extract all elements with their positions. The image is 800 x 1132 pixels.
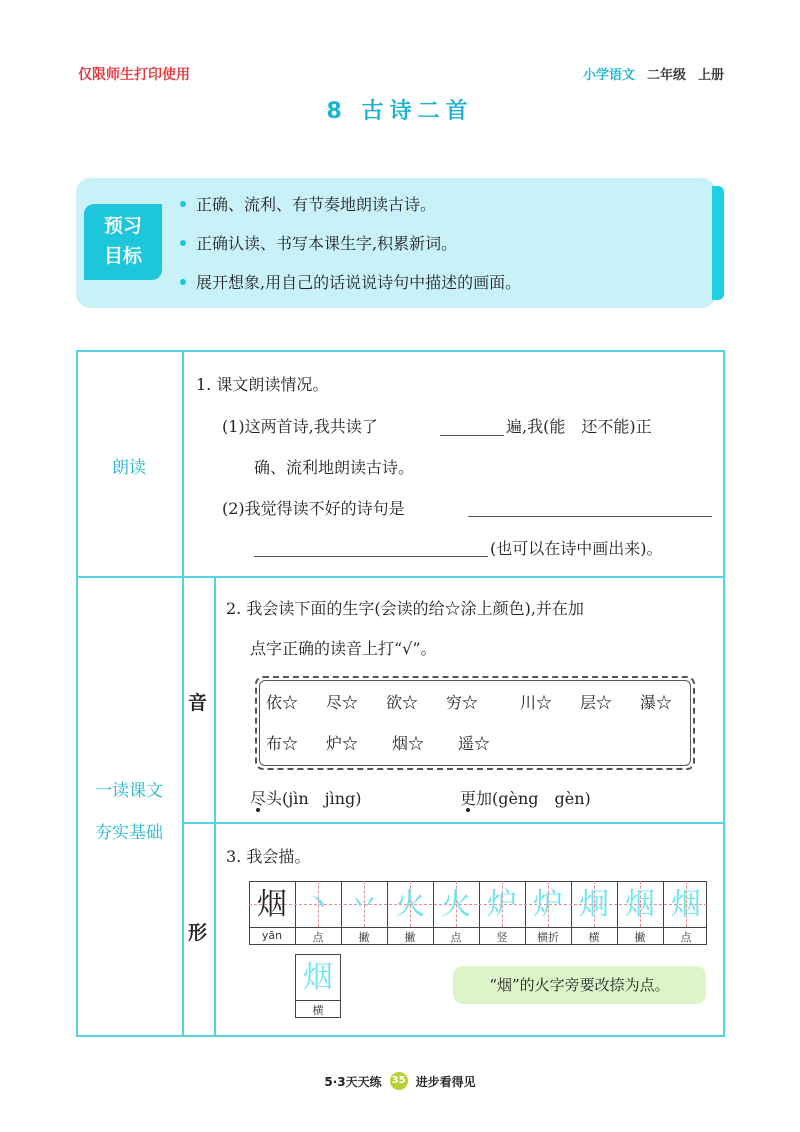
bullet-icon xyxy=(180,279,186,285)
char-item[interactable]: 尽☆ xyxy=(326,693,359,712)
char-item[interactable]: 欲☆ xyxy=(386,693,419,712)
char-item[interactable]: 依☆ xyxy=(266,693,299,712)
tracing-grid-row-divider xyxy=(249,927,707,928)
trace-stroke-name: 横 xyxy=(588,931,600,944)
footer-brand: 5·3天天练 xyxy=(324,1074,382,1089)
char-item[interactable]: 层☆ xyxy=(580,693,613,712)
q1-part1-b: 遍,我(能 还不能)正 xyxy=(506,417,652,436)
q1-part2-a: (2)我觉得读不好的诗句是 xyxy=(222,499,405,518)
char-item[interactable]: 川☆ xyxy=(520,693,553,712)
trace-stroke-name: 点 xyxy=(680,931,692,944)
goals-label-line2: 目标 xyxy=(103,245,142,267)
q2-line1: 2. 我会读下面的生字(会读的给☆涂上颜色),并在加 xyxy=(226,599,584,618)
char-item[interactable]: 布☆ xyxy=(266,734,299,753)
char-item[interactable]: 烟☆ xyxy=(392,734,425,753)
trace-stroke-name: 撇 xyxy=(358,931,370,944)
print-notice: 仅限师生打印使用 xyxy=(78,67,190,83)
trace-stroke-name: 撇 xyxy=(404,931,416,944)
page-number: 35 xyxy=(390,1072,408,1090)
table-row-divider xyxy=(76,576,725,578)
book-info xyxy=(583,64,724,83)
trace-char[interactable]: 丷 xyxy=(349,887,379,922)
goals-edge-decoration xyxy=(712,186,724,300)
table-subcol-divider xyxy=(214,576,216,1037)
answer-blank[interactable] xyxy=(254,556,488,557)
goal-item xyxy=(180,231,457,254)
trace-stroke-name: 横折 xyxy=(537,931,559,944)
q1-title: 1. 课文朗读情况。 xyxy=(196,375,329,394)
trace-char[interactable]: 烟 xyxy=(303,960,333,995)
char-item[interactable]: 穷☆ xyxy=(446,693,479,712)
trace-char: 烟 xyxy=(257,887,287,922)
emphasis-dot-icon xyxy=(466,808,470,812)
emphasis-dot-icon xyxy=(256,808,260,812)
trace-stroke-name: 撇 xyxy=(634,931,646,944)
q1-part2-b: (也可以在诗中画出来)。 xyxy=(490,539,663,558)
trace-char[interactable]: 炉 xyxy=(533,887,563,922)
q2-line2: 点字正确的读音上打“√”。 xyxy=(250,639,437,658)
trace-char[interactable]: 火 xyxy=(441,887,471,922)
section-label-reading: 朗读 xyxy=(112,458,146,478)
goal-text: 正确、流利、有节奏地朗读古诗。 xyxy=(196,195,437,214)
subject-label: 小学语文 xyxy=(582,68,635,83)
goals-label-line1: 预习 xyxy=(103,215,142,237)
trace-stroke-name: 点 xyxy=(450,931,462,944)
table-border-right xyxy=(723,350,725,1037)
sound-label: 音 xyxy=(188,692,208,714)
bullet-icon xyxy=(180,201,186,207)
writing-tip: “烟”的火字旁要改捺为点。 xyxy=(453,966,706,1004)
char-item[interactable]: 瀑☆ xyxy=(640,693,673,712)
grade-label: 二年级 xyxy=(646,68,686,83)
trace-char[interactable]: 丶 xyxy=(303,887,333,922)
answer-blank[interactable] xyxy=(440,435,504,436)
trace-stroke-name: 横 xyxy=(312,1004,324,1017)
goal-text: 展开想象,用自己的话说说诗句中描述的画面。 xyxy=(196,273,522,292)
trace-pinyin: yān xyxy=(261,929,283,942)
pinyin-question-1[interactable]: 尽头(jìn jìng) xyxy=(250,789,362,808)
table-subrow-divider xyxy=(182,822,725,824)
q3-title: 3. 我会描。 xyxy=(226,847,311,866)
term-label: 上册 xyxy=(697,68,724,83)
section-label-basics-1: 一读课文 xyxy=(95,781,163,801)
table-col-divider xyxy=(182,350,184,1037)
trace-stroke-name: 竖 xyxy=(496,931,508,944)
preview-goals-panel xyxy=(76,178,716,308)
bullet-icon xyxy=(180,240,186,246)
mini-tracing-divider xyxy=(295,1000,341,1001)
goals-label xyxy=(84,204,162,280)
answer-blank[interactable] xyxy=(468,516,712,517)
table-border-top xyxy=(76,350,725,352)
trace-stroke-name: 点 xyxy=(312,931,324,944)
goal-text: 正确认读、书写本课生字,积累新词。 xyxy=(196,234,458,253)
char-item[interactable]: 遥☆ xyxy=(458,734,491,753)
trace-char[interactable]: 烟 xyxy=(625,887,655,922)
q1-part1-c: 确、流利地朗读古诗。 xyxy=(254,458,415,477)
char-item[interactable]: 炉☆ xyxy=(326,734,359,753)
trace-char[interactable]: 烟 xyxy=(671,887,701,922)
section-label-basics-2: 夯实基础 xyxy=(95,823,163,843)
footer-slogan: 进步看得见 xyxy=(415,1074,476,1089)
goal-item xyxy=(180,270,521,293)
shape-label: 形 xyxy=(188,922,208,944)
footer xyxy=(0,1072,800,1090)
q1-part1-a: (1)这两首诗,我共读了 xyxy=(222,417,378,436)
trace-char[interactable]: 炯 xyxy=(579,887,609,922)
trace-char[interactable]: 炉 xyxy=(487,887,517,922)
pinyin-question-2[interactable]: 更加(gèng gèn) xyxy=(460,789,591,808)
goal-item xyxy=(180,192,436,215)
lesson-title: 8 古诗二首 xyxy=(326,99,474,124)
trace-char[interactable]: 火 xyxy=(395,887,425,922)
table-border-bottom xyxy=(76,1035,725,1037)
